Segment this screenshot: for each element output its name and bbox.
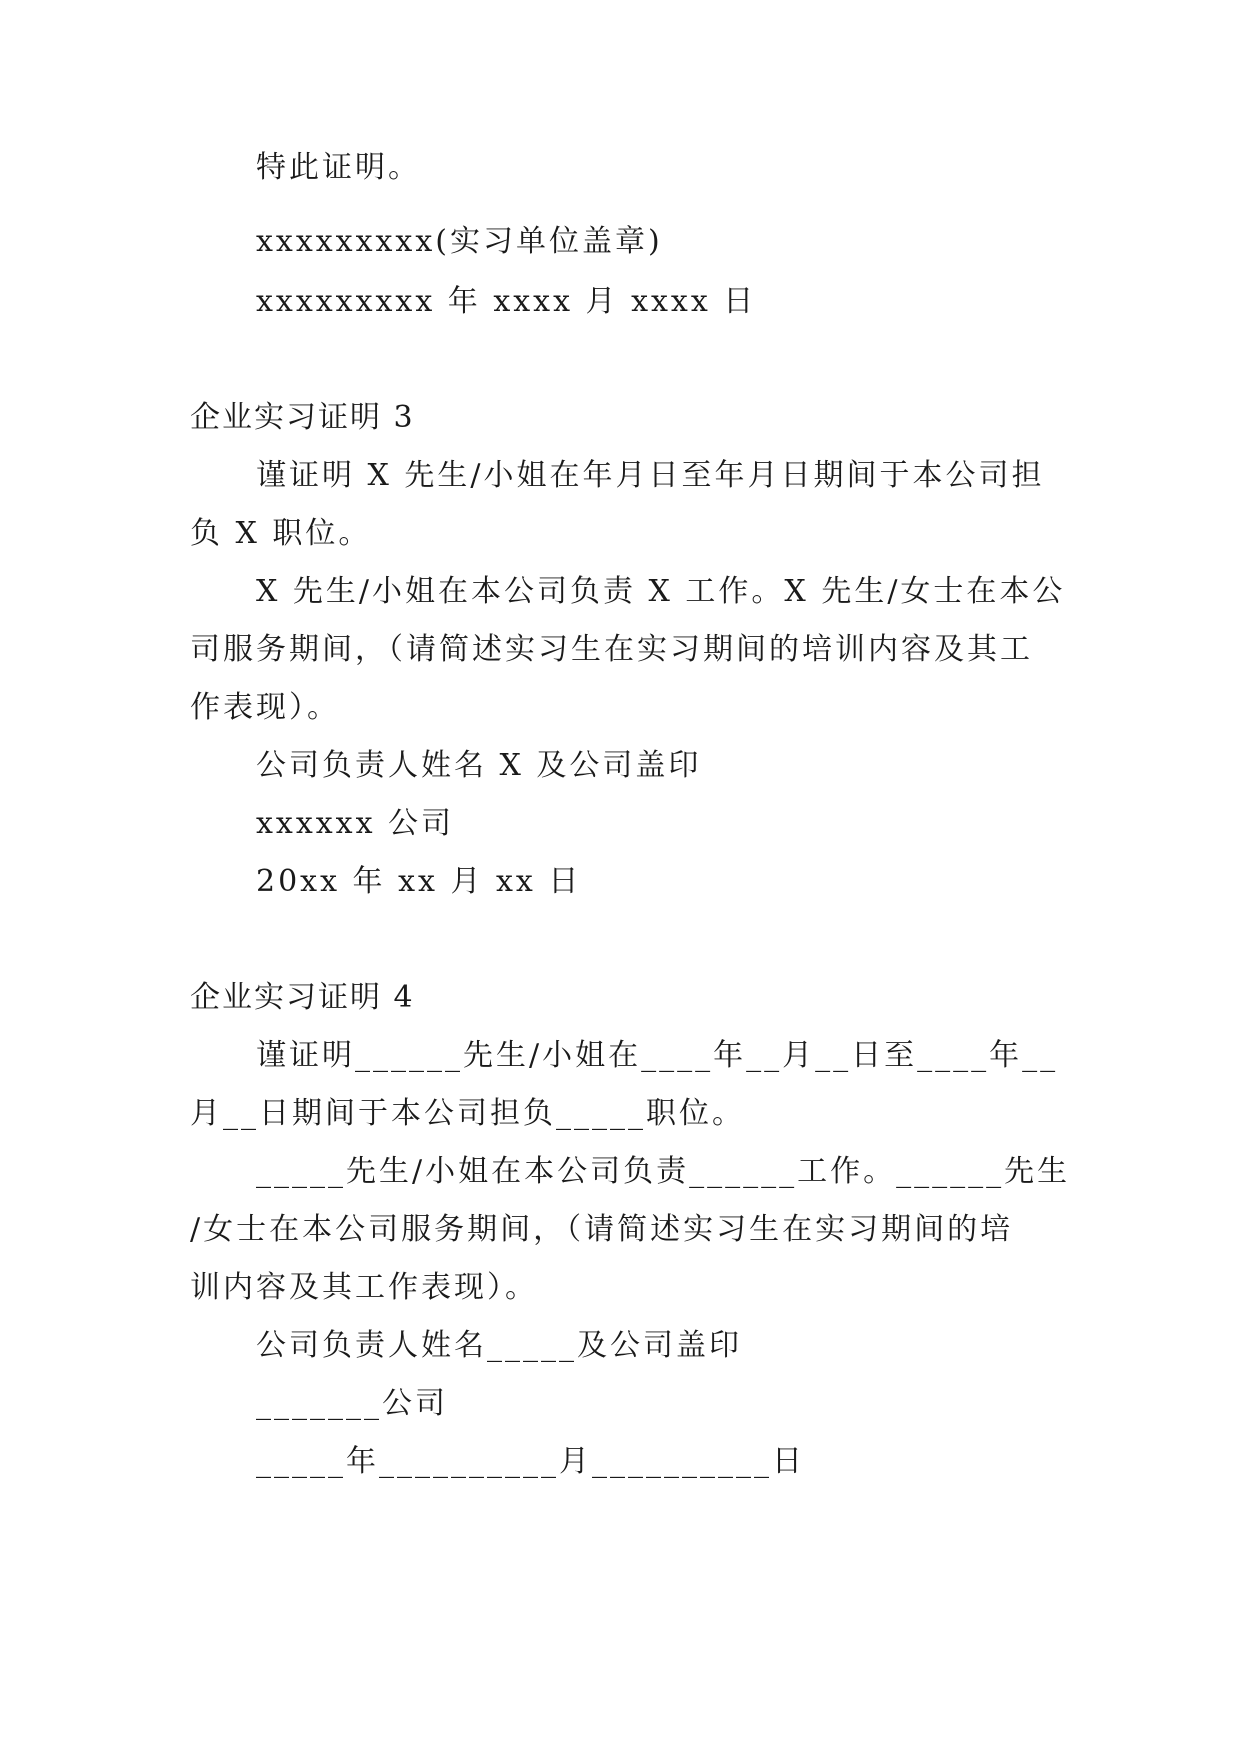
section3-para1-line1: 谨证明 X 先生/小姐在年月日至年月日期间于本公司担 — [256, 458, 1045, 493]
section4-para2-line3: 训内容及其工作表现）。 — [190, 1270, 538, 1305]
section3-date: 20xx 年 xx 月 xx 日 — [256, 864, 582, 899]
section4-para2-line2: /女士在本公司服务期间，（请简述实习生在实习期间的培 — [190, 1212, 1014, 1247]
section3-para2-line2: 司服务期间，（请简述实习生在实习期间的培训内容及其工 — [190, 632, 1033, 667]
section4-date: _____年__________月__________日 — [256, 1444, 805, 1479]
section4-para1-line1: 谨证明______先生/小姐在____年__月__日至____年__ — [256, 1038, 1059, 1073]
section3-para2-line3: 作表现）。 — [190, 690, 340, 725]
section4-para2-line1: _____先生/小姐在本公司负责______工作。______先生 — [256, 1154, 1071, 1189]
section4-company: _______公司 — [256, 1386, 448, 1421]
section3-signer: 公司负责人姓名 X 及公司盖印 — [256, 748, 702, 783]
section3-title: 企业实习证明 3 — [190, 400, 415, 435]
section4-para1-line2: 月__日期间于本公司担负_____职位。 — [190, 1096, 745, 1131]
section4-signer: 公司负责人姓名_____及公司盖印 — [256, 1328, 742, 1363]
date-text: xxxxxxxxx 年 xxxx 月 xxxx 日 — [256, 284, 757, 319]
section3-para2-line1: X 先生/小姐在本公司负责 X 工作。X 先生/女士在本公 — [256, 574, 1066, 609]
section3-company: xxxxxx 公司 — [256, 806, 455, 841]
stamp-text: xxxxxxxxx(实习单位盖章) — [256, 224, 663, 259]
section3-para1-line2: 负 X 职位。 — [190, 516, 372, 551]
section4-title: 企业实习证明 4 — [190, 980, 415, 1015]
closing-text: 特此证明。 — [256, 150, 421, 185]
